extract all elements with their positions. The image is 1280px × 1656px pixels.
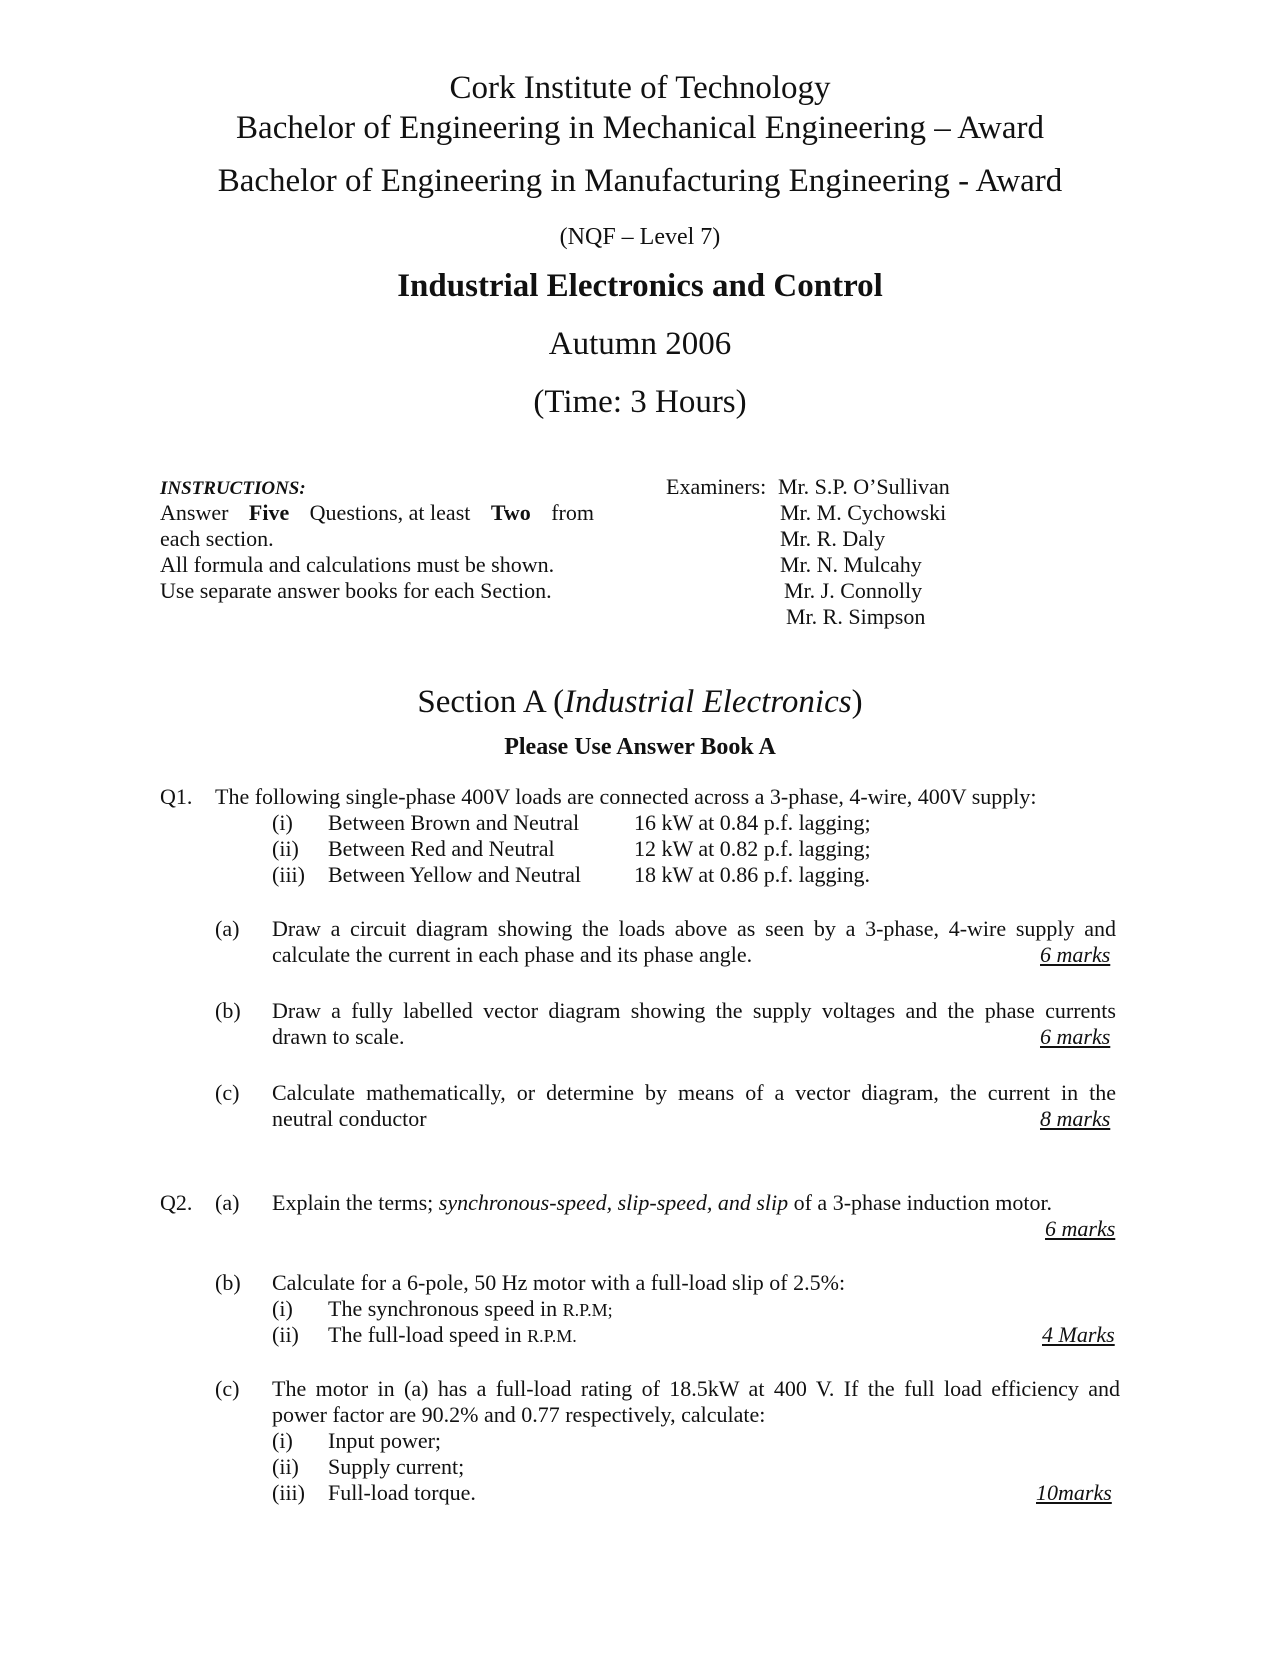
q1c-text-line-2: neutral conductor [272,1106,427,1131]
q1a-text-line-1: Draw a circuit diagram showing the loads above as seen by a 3-phase, 4-wire supply and [272,916,1116,941]
examiner-name: Mr. R. Simpson [786,604,926,629]
examiner-name: Mr. M. Cychowski [780,500,947,525]
q2c-text-line-1: The motor in (a) has a full-load rating of 18.5kW at 400 V. If the full load efficiency and [272,1376,1120,1401]
section-subtitle: Please Use Answer Book A [504,734,776,760]
q2c-marks: 10marks [1036,1480,1112,1505]
exam-term: Autumn 2006 [548,326,732,362]
section-title: Section A (Industrial Electronics) [417,684,863,720]
q1-label: Q1. [160,784,193,809]
q2b-marks: 4 Marks [1042,1322,1115,1347]
q2c-item-num: (i) [272,1428,293,1453]
q2b-item-num: (i) [272,1296,293,1321]
instructions-line-1: Answer Five Questions, at least Two from [160,500,594,525]
programme-1: Bachelor of Engineering in Mechanical Engineering – Award [236,110,1044,146]
q2b-item: The full-load speed in R.P.M. [328,1322,577,1347]
q1-load-num: (iii) [272,862,305,887]
examiners-label: Examiners: [666,474,767,499]
programme-2: Bachelor of Engineering in Manufacturing Engineering - Award [217,163,1063,199]
q2c-item: Supply current; [328,1454,465,1479]
q1-intro: The following single-phase 400V loads are connected across a 3-phase, 4-wire, 400V supply: [215,784,1037,809]
q2c-label: (c) [215,1376,240,1401]
q2b-label: (b) [215,1270,241,1295]
examiner-name: Mr. J. Connolly [784,578,923,603]
q2c-item: Full-load torque. [328,1480,476,1505]
examiner-name: Mr. R. Daly [780,526,886,551]
q1-load-value: 12 kW at 0.82 p.f. lagging; [634,836,871,861]
institute-name: Cork Institute of Technology [449,70,831,106]
q2c-text-line-2: power factor are 90.2% and 0.77 respectively, calculate: [272,1402,766,1427]
q1-load-desc: Between Brown and Neutral [328,810,580,835]
q2a-text: Explain the terms; synchronous-speed, slip-speed, and slip of a 3-phase induction motor. [272,1190,1053,1215]
instructions-line-2: each section. [160,526,274,551]
q2a-label: (a) [215,1190,240,1215]
exam-duration: (Time: 3 Hours) [533,384,747,420]
instructions-line-4: Use separate answer books for each Section. [160,578,552,603]
q2c-item: Input power; [328,1428,442,1453]
q1a-label: (a) [215,916,240,941]
q1c-marks: 8 marks [1040,1106,1111,1131]
q1a-text-line-2: calculate the current in each phase and its phase angle. [272,942,753,967]
q2b-item-num: (ii) [272,1322,299,1347]
q1-load-value: 16 kW at 0.84 p.f. lagging; [634,810,871,835]
q1-load-num: (ii) [272,836,299,861]
course-title: Industrial Electronics and Control [397,268,883,304]
q1-load-num: (i) [272,810,293,835]
q2c-item-num: (ii) [272,1454,299,1479]
instructions-heading: INSTRUCTIONS: [160,478,306,499]
examiner-name: Mr. N. Mulcahy [780,552,922,577]
q1b-marks: 6 marks [1040,1024,1111,1049]
q2b-text: Calculate for a 6-pole, 50 Hz motor with a full-load slip of 2.5%: [272,1270,846,1295]
examiner-name: Mr. S.P. O’Sullivan [778,474,950,499]
instructions-line-3: All formula and calculations must be shown. [160,552,555,577]
q2b-item: The synchronous speed in R.P.M; [328,1296,613,1321]
q1b-label: (b) [215,998,241,1023]
q2a-marks: 6 marks [1045,1216,1116,1241]
q1b-text-line-2: drawn to scale. [272,1024,405,1049]
q1a-marks: 6 marks [1040,942,1111,967]
q1-load-value: 18 kW at 0.86 p.f. lagging. [634,862,871,887]
nqf-level: (NQF – Level 7) [559,224,721,250]
q2-label: Q2. [160,1190,193,1215]
q1c-label: (c) [215,1080,240,1105]
q1c-text-line-1: Calculate mathematically, or determine by means of a vector diagram, the current in the [272,1080,1116,1105]
q2c-item-num: (iii) [272,1480,305,1505]
q1-load-desc: Between Red and Neutral [328,836,555,861]
q1-load-desc: Between Yellow and Neutral [328,862,581,887]
q1b-text-line-1: Draw a fully labelled vector diagram showing the supply voltages and the phase currents [272,998,1116,1023]
